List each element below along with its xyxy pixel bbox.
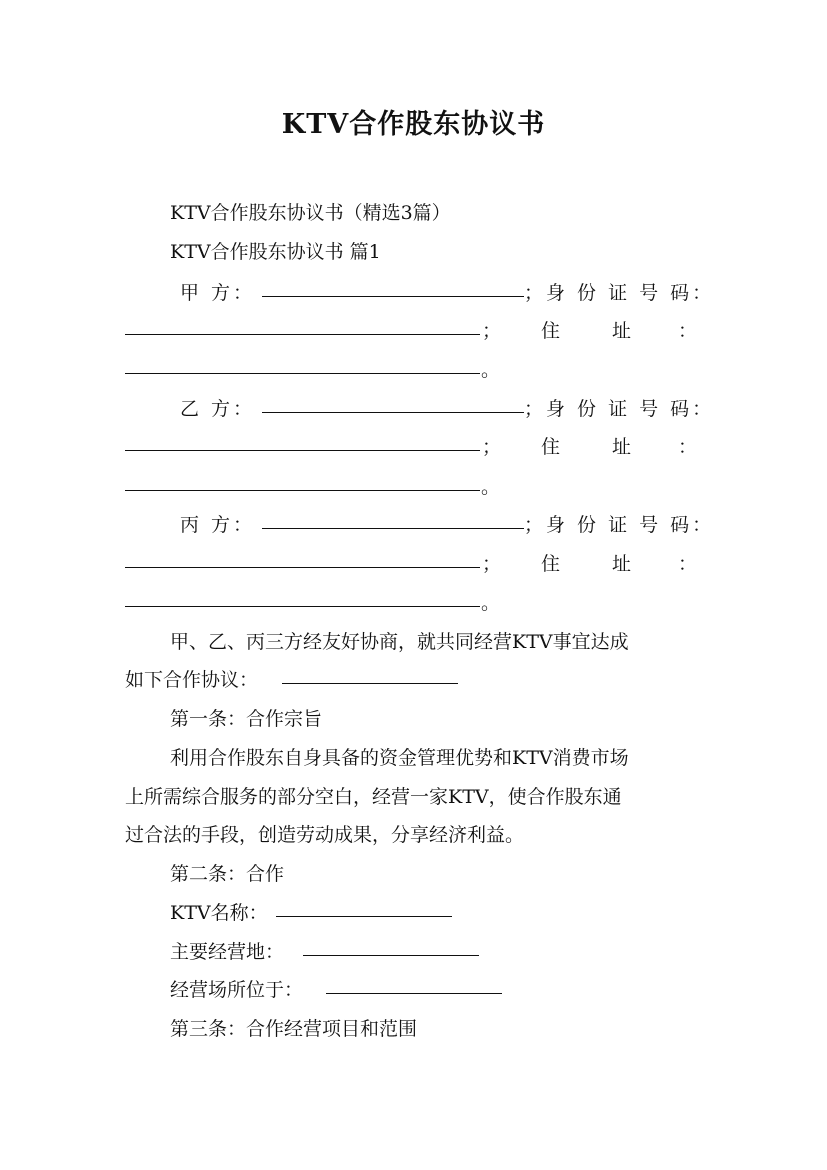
party-c-address-blank [125,588,480,607]
party-c-name-blank [262,510,524,529]
party-c-address-char2: 址 [612,553,632,575]
article-1-line-2: 上所需综合服务的部分空白，经营一家KTV，使合作股东通 [125,786,622,808]
main-place-blank [303,937,479,956]
party-c-separator: ； [482,553,502,575]
ktv-name-label: KTV名称： [170,902,268,924]
party-b-label: 乙 方： [180,398,256,420]
party-a-separator: ； [482,320,502,342]
party-c-address-char1: 住 [541,553,561,575]
intro-line-2: 如下合作协议： [125,669,259,691]
party-b-id-label: ；身 份 证 号 码： [524,398,715,420]
article-2-heading: 第二条：合作 [170,863,285,885]
party-a-id-blank [125,316,480,335]
party-b-address-blank [125,472,480,491]
article-1-line-1: 利用合作股东自身具备的资金管理优势和KTV消费市场 [170,747,629,769]
location-label: 经营场所位于： [170,979,304,1001]
ktv-name-blank [276,898,452,917]
party-b-id-blank [125,432,480,451]
intro-blank [282,665,458,684]
party-c-id-blank [125,549,480,568]
party-a-address-colon: ： [678,320,698,342]
party-a-address-blank [125,355,480,374]
party-c-address-colon: ： [678,553,698,575]
party-b-address-char1: 住 [541,436,561,458]
part-heading: KTV合作股东协议书 篇1 [170,241,381,263]
article-1-heading: 第一条：合作宗旨 [170,708,323,730]
party-b-end: 。 [481,476,501,498]
party-c-label: 丙 方： [180,514,256,536]
party-a-address-char2: 址 [612,320,632,342]
party-b-name-blank [262,394,524,413]
location-blank [326,975,502,994]
document-title: KTV合作股东协议书 [281,109,546,140]
document-subtitle: KTV合作股东协议书（精选3篇） [170,202,451,224]
article-3-heading: 第三条：合作经营项目和范围 [170,1018,418,1040]
party-a-label: 甲 方： [180,282,256,304]
party-a-name-blank [262,278,524,297]
party-a-end: 。 [481,359,501,381]
article-1-line-3: 过合法的手段，创造劳动成果，分享经济利益。 [125,824,525,846]
party-a-address-char1: 住 [541,320,561,342]
party-c-end: 。 [481,592,501,614]
intro-line-1: 甲、乙、丙三方经友好协商，就共同经营KTV事宜达成 [170,631,629,653]
party-b-address-char2: 址 [612,436,632,458]
party-a-id-label: ；身 份 证 号 码： [524,282,715,304]
party-b-address-colon: ： [678,436,698,458]
party-b-separator: ； [482,436,502,458]
party-c-id-label: ；身 份 证 号 码： [524,514,715,536]
main-place-label: 主要经营地： [170,941,285,963]
